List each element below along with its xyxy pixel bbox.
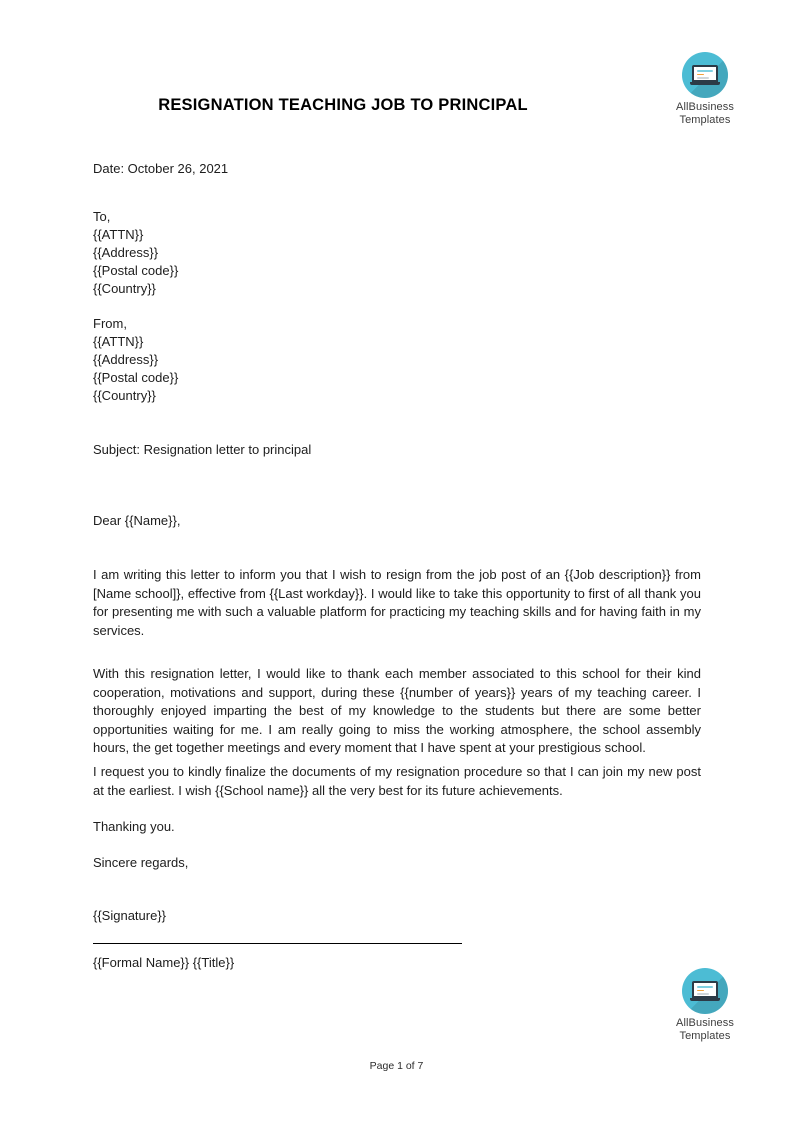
brand-name-line-1: AllBusiness [676,1017,734,1029]
brand-caption [661,101,749,127]
brand-name-line-2: Templates [679,114,731,126]
subject-line: Subject: Resignation letter to principal [93,442,312,457]
laptop-screen-line [697,990,704,992]
brand-caption [661,1017,749,1043]
laptop-base [690,82,720,85]
brand-name-line-1: AllBusiness [676,101,734,113]
formal-name-title: {{Formal Name}} {{Title}} [93,955,235,970]
laptop-icon [690,981,720,1001]
recipient-attn: {{ATTN}} [93,227,144,242]
recipient-address-block [93,208,701,298]
sender-heading: From, [93,316,127,331]
body-paragraph-2: With this resignation letter, I would like to thank each member associated to this school for their kind cooperation, motivations and support, during these {{number of years}} years of my teaching career. I thoroughly enjoyed imparting the best of my knowledge to the students but there are some better opportunities waiting for me. I am really going to miss the working atmosphere, the school assembly hours, the get together meetings and every moment that I have spent at your prestigious school. [93,666,701,755]
laptop-screen-line [697,77,709,79]
recipient-heading: To, [93,209,111,224]
body-paragraph-1: I am writing this letter to inform you that I wish to resign from the job post of an {{Job description}} from [Name school]}, effective from {{Last workday}}. I would like to take this opportunity to first of all thank you for presenting me with such a valuable platform for practicing my teaching skills and for having faith in my services. [93,567,701,638]
laptop-screen [692,981,718,998]
closing-thanking: Thanking you. [93,819,175,834]
date-line: Date: October 26, 2021 [93,161,229,176]
laptop-icon [690,65,720,85]
laptop-screen-line [697,986,713,988]
brand-badge [682,52,728,98]
brand-logo-header [661,52,749,127]
brand-logo-footer [661,968,749,1043]
sender-postal-code: {{Postal code}} [93,370,179,385]
brand-badge [682,968,728,1014]
recipient-postal-code: {{Postal code}} [93,263,179,278]
laptop-base [690,998,720,1001]
body-paragraph-3: I request you to kindly finalize the documents of my resignation procedure so that I can join my new post at the earliest. I wish {{School name}} all the very best for its future achievements. [93,764,701,798]
signature-placeholder: {{Signature}} [93,908,167,923]
closing-regards: Sincere regards, [93,855,189,870]
salutation: Dear {{Name}}, [93,513,181,528]
page-title: RESIGNATION TEACHING JOB TO PRINCIPAL [158,96,528,114]
recipient-country: {{Country}} [93,281,156,296]
signature-rule [93,943,462,944]
sender-country: {{Country}} [93,388,156,403]
page-footer: Page 1 of 7 [369,1060,424,1072]
laptop-screen [692,65,718,82]
laptop-screen-line [697,993,709,995]
laptop-screen-line [697,74,704,76]
sender-attn: {{ATTN}} [93,334,144,349]
laptop-screen-line [697,70,713,72]
sender-address-block [93,315,701,405]
sender-address: {{Address}} [93,352,159,367]
recipient-address: {{Address}} [93,245,159,260]
brand-name-line-2: Templates [679,1030,731,1042]
